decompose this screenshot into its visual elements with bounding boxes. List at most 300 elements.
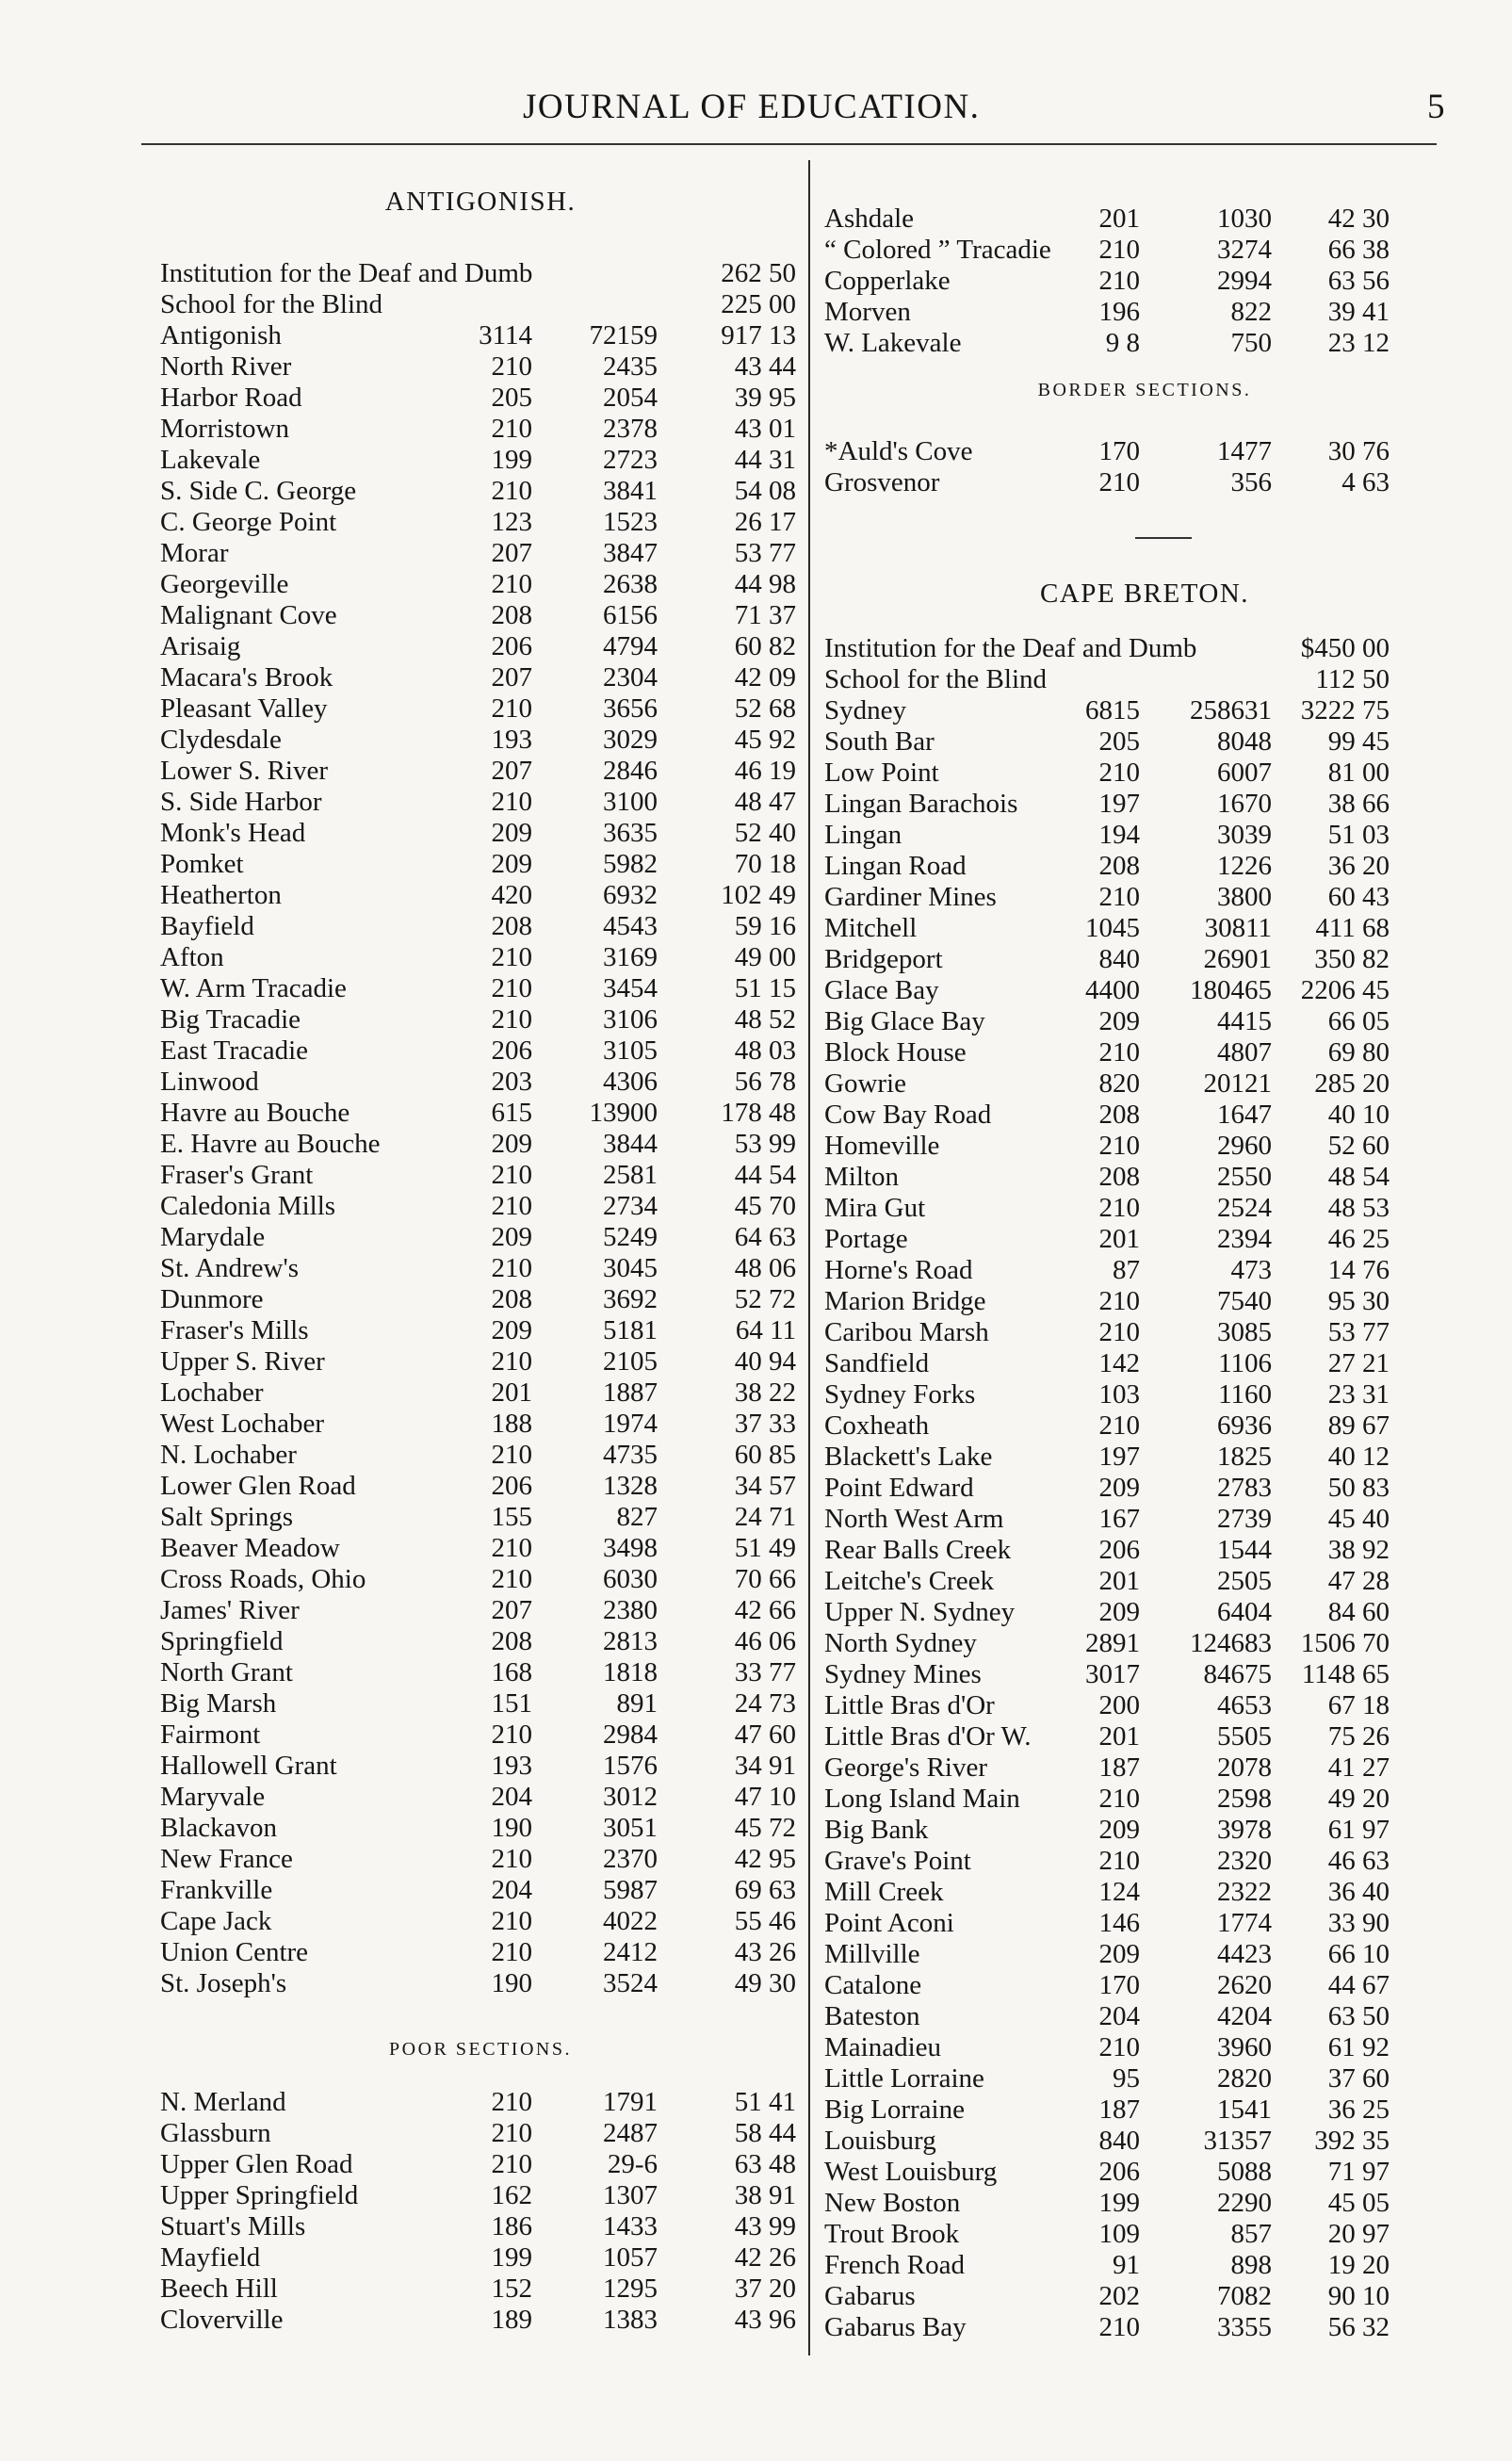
pupil-count: 210 <box>1098 1846 1140 1876</box>
pupil-count: 197 <box>1098 1442 1140 1472</box>
table-row <box>824 1877 1465 1908</box>
table-row <box>824 1442 1465 1473</box>
table-row <box>160 662 801 693</box>
pupil-count: 151 <box>491 1688 532 1719</box>
table-row <box>160 1035 801 1067</box>
section-name: Big Marsh <box>160 1688 277 1719</box>
table-row <box>824 789 1465 820</box>
section-name: Lingan Barachois <box>824 789 1018 819</box>
table-row <box>824 1628 1465 1659</box>
table-row <box>160 320 801 351</box>
grant-amount: 49 00 <box>734 942 796 972</box>
grant-amount: 24 71 <box>734 1502 796 1532</box>
attendance-days: 3960 <box>1217 2032 1272 2062</box>
pupil-count: 199 <box>1098 2188 1140 2218</box>
pupil-count: 142 <box>1098 1348 1140 1378</box>
pupil-count: 210 <box>491 2118 532 2148</box>
grant-amount: 411 68 <box>1315 913 1390 943</box>
section-name: Bateston <box>824 2001 920 2031</box>
table-row <box>824 235 1465 266</box>
attendance-days: 1576 <box>603 1751 658 1781</box>
column-divider <box>808 160 810 2355</box>
section-name: Mill Creek <box>824 1877 944 1907</box>
grant-amount: 52 40 <box>734 818 796 848</box>
section-name: Little Bras d'Or W. <box>824 1721 1032 1752</box>
section-name: West Louisburg <box>824 2157 998 2187</box>
pupil-count: 6815 <box>1085 695 1140 725</box>
grant-amount: 43 99 <box>734 2211 796 2241</box>
attendance-days: 2487 <box>603 2118 658 2148</box>
pupil-count: 199 <box>491 2242 532 2273</box>
grant-amount: 49 20 <box>1327 1784 1390 1814</box>
pupil-count: 123 <box>491 507 532 537</box>
table-row <box>160 2211 801 2242</box>
grant-amount: 55 46 <box>734 1906 796 1936</box>
attendance-days: 5982 <box>603 849 658 879</box>
grant-amount: 58 44 <box>734 2118 796 2148</box>
table-row <box>160 2242 801 2274</box>
grant-amount: 47 28 <box>1327 1566 1390 1596</box>
grant-amount: 45 70 <box>734 1191 796 1221</box>
pupil-count: 201 <box>1098 1224 1140 1254</box>
table-row <box>824 975 1465 1006</box>
section-name: Marydale <box>160 1222 266 1252</box>
section-name: Upper N. Sydney <box>824 1597 1016 1627</box>
section-heading-cape-breton: CAPE BRETON. <box>1039 579 1250 609</box>
table-row <box>824 1410 1465 1442</box>
section-name: Monk's Head <box>160 818 306 848</box>
grant-amount: 66 10 <box>1327 1939 1390 1969</box>
antigonish-continued-table <box>824 204 1465 359</box>
section-name: Louisburg <box>824 2126 936 2156</box>
section-name: Big Lorraine <box>824 2094 965 2125</box>
grant-amount: 112 50 <box>1315 664 1390 694</box>
attendance-days: 898 <box>1230 2250 1272 2280</box>
attendance-days: 1106 <box>1218 1348 1272 1378</box>
section-name: East Tracadie <box>160 1035 309 1066</box>
attendance-days: 3524 <box>603 1968 658 1998</box>
section-name: Beech Hill <box>160 2274 278 2304</box>
table-row <box>160 569 801 600</box>
attendance-days: 4306 <box>603 1067 658 1097</box>
section-name: W. Lakevale <box>824 328 962 358</box>
grant-amount: 40 10 <box>1327 1100 1390 1130</box>
pupil-count: 207 <box>491 538 532 568</box>
grant-amount: 48 52 <box>734 1004 796 1035</box>
table-row <box>160 1564 801 1595</box>
pupil-count: 209 <box>491 849 532 879</box>
attendance-days: 1791 <box>603 2087 658 2117</box>
attendance-days: 3498 <box>603 1533 658 1563</box>
attendance-days: 1383 <box>603 2305 658 2335</box>
section-name: Glassburn <box>160 2118 271 2148</box>
attendance-days: 5249 <box>603 1222 658 1252</box>
table-row <box>160 1377 801 1409</box>
grant-amount: 46 19 <box>734 756 796 786</box>
grant-amount: 56 32 <box>1327 2312 1390 2342</box>
table-row <box>160 538 801 569</box>
pupil-count: 3114 <box>479 320 532 350</box>
grant-amount: 45 72 <box>734 1813 796 1843</box>
grant-amount: 46 63 <box>1327 1846 1390 1876</box>
table-row <box>824 944 1465 975</box>
table-row <box>160 1222 801 1253</box>
attendance-days: 1030 <box>1217 204 1272 234</box>
pupil-count: 820 <box>1098 1068 1140 1099</box>
subheading-poor-sections: POOR SECTIONS. <box>389 2039 572 2060</box>
pupil-count: 202 <box>1098 2281 1140 2311</box>
attendance-days: 7540 <box>1217 1286 1272 1316</box>
pupil-count: 210 <box>1098 758 1140 788</box>
attendance-days: 1818 <box>603 1657 658 1687</box>
grant-amount: 38 22 <box>734 1377 796 1408</box>
grant-amount: 19 20 <box>1327 2250 1390 2280</box>
pupil-count: 193 <box>491 725 532 755</box>
grant-amount: 48 03 <box>734 1035 796 1066</box>
attendance-days: 1328 <box>603 1471 658 1501</box>
pupil-count: 208 <box>491 1626 532 1656</box>
table-row <box>160 1906 801 1937</box>
section-name: South Bar <box>824 726 935 757</box>
section-name: St. Andrew's <box>160 1253 300 1283</box>
poor-sections-table <box>160 2087 801 2336</box>
grant-amount: 56 78 <box>734 1067 796 1097</box>
section-name: Low Point <box>824 758 939 788</box>
section-name: Harbor Road <box>160 383 302 413</box>
grant-amount: $450 00 <box>1300 633 1390 663</box>
pupil-count: 170 <box>1098 1970 1140 2000</box>
section-name: Cloverville <box>160 2305 284 2335</box>
table-row <box>824 436 1465 467</box>
attendance-days: 2435 <box>603 351 658 382</box>
table-row <box>160 1191 801 1222</box>
table-row <box>824 1100 1465 1131</box>
pupil-count: 210 <box>1098 882 1140 912</box>
grant-amount: 90 10 <box>1327 2281 1390 2311</box>
table-row <box>824 2188 1465 2219</box>
grant-amount: 53 77 <box>1327 1317 1390 1347</box>
section-name: Bridgeport <box>824 944 943 974</box>
attendance-days: 4423 <box>1217 1939 1272 1969</box>
attendance-days: 6007 <box>1217 758 1272 788</box>
pupil-count: 203 <box>491 1067 532 1097</box>
attendance-days: 6936 <box>1217 1410 1272 1441</box>
table-row <box>160 756 801 787</box>
pupil-count: 209 <box>491 1315 532 1345</box>
attendance-days: 1295 <box>603 2274 658 2304</box>
table-row <box>824 726 1465 758</box>
section-name: Gowrie <box>824 1068 906 1099</box>
pupil-count: 210 <box>1098 467 1140 497</box>
section-name: Cross Roads, Ohio <box>160 1564 366 1594</box>
pupil-count: 210 <box>491 476 532 506</box>
attendance-days: 4022 <box>603 1906 658 1936</box>
grant-amount: 44 31 <box>734 445 796 475</box>
attendance-days: 5505 <box>1217 1721 1272 1752</box>
pupil-count: 207 <box>491 1595 532 1625</box>
attendance-days: 2378 <box>603 414 658 444</box>
pupil-count: 109 <box>1098 2219 1140 2249</box>
section-name: North River <box>160 351 292 382</box>
grant-amount: 30 76 <box>1327 436 1390 466</box>
grant-amount: 1506 70 <box>1300 1628 1390 1658</box>
attendance-days: 4807 <box>1217 1037 1272 1068</box>
attendance-days: 750 <box>1230 328 1272 358</box>
grant-amount: 36 20 <box>1327 851 1390 881</box>
section-name: Malignant Cove <box>160 600 337 630</box>
table-row <box>824 2032 1465 2063</box>
section-name: Lingan Road <box>824 851 967 881</box>
attendance-days: 72159 <box>589 320 658 350</box>
grant-amount: 50 83 <box>1327 1473 1390 1503</box>
section-name: Leitche's Creek <box>824 1566 994 1596</box>
table-row <box>160 258 801 289</box>
grant-amount: 75 26 <box>1327 1721 1390 1752</box>
pupil-count: 210 <box>491 693 532 724</box>
attendance-days: 822 <box>1230 297 1272 327</box>
section-name: West Lochaber <box>160 1409 324 1439</box>
pupil-count: 201 <box>1098 1566 1140 1596</box>
section-name: Springfield <box>160 1626 284 1656</box>
pupil-count: 206 <box>1098 2157 1140 2187</box>
pupil-count: 189 <box>491 2305 532 2335</box>
pupil-count: 210 <box>1098 1131 1140 1161</box>
pupil-count: 209 <box>1098 1473 1140 1503</box>
grant-amount: 52 68 <box>734 693 796 724</box>
grant-amount: 52 60 <box>1327 1131 1390 1161</box>
grant-amount: 33 90 <box>1327 1908 1390 1938</box>
pupil-count: 210 <box>491 2149 532 2179</box>
attendance-days: 827 <box>616 1502 658 1532</box>
pupil-count: 186 <box>491 2211 532 2241</box>
section-name: School for the Blind <box>160 289 383 319</box>
grant-amount: 48 47 <box>734 787 796 817</box>
section-name: Grave's Point <box>824 1846 971 1876</box>
section-name: Mitchell <box>824 913 918 943</box>
pupil-count: 840 <box>1098 2126 1140 2156</box>
table-row <box>160 1160 801 1191</box>
border-sections-table <box>824 436 1465 498</box>
grant-amount: 225 00 <box>721 289 796 319</box>
attendance-days: 857 <box>1230 2219 1272 2249</box>
attendance-days: 3169 <box>603 942 658 972</box>
table-row <box>160 2180 801 2211</box>
grant-amount: 60 82 <box>734 631 796 661</box>
grant-amount: 36 40 <box>1327 1877 1390 1907</box>
grant-amount: 37 60 <box>1327 2063 1390 2094</box>
section-name: George's River <box>824 1752 988 1783</box>
pupil-count: 206 <box>491 1471 532 1501</box>
pupil-count: 210 <box>491 569 532 599</box>
pupil-count: 207 <box>491 662 532 693</box>
grant-amount: 262 50 <box>721 258 796 288</box>
pupil-count: 190 <box>491 1968 532 1998</box>
section-name: Bayfield <box>160 911 254 941</box>
table-row <box>160 445 801 476</box>
table-row <box>824 1504 1465 1535</box>
table-row <box>824 1939 1465 1970</box>
attendance-days: 1825 <box>1217 1442 1272 1472</box>
grant-amount: 66 38 <box>1327 235 1390 265</box>
table-row <box>824 204 1465 235</box>
table-row <box>824 2219 1465 2250</box>
table-row <box>824 2157 1465 2188</box>
section-name: North Grant <box>160 1657 293 1687</box>
attendance-days: 3100 <box>603 787 658 817</box>
table-row <box>160 631 801 662</box>
table-row <box>160 911 801 942</box>
grant-amount: 52 72 <box>734 1284 796 1314</box>
attendance-days: 1647 <box>1217 1100 1272 1130</box>
table-row <box>160 1502 801 1533</box>
grant-amount: 43 44 <box>734 351 796 382</box>
table-row <box>160 2305 801 2336</box>
grant-amount: 45 92 <box>734 725 796 755</box>
pupil-count: 162 <box>491 2180 532 2210</box>
section-name: Afton <box>160 942 224 972</box>
attendance-days: 1544 <box>1217 1535 1272 1565</box>
section-name: Lakevale <box>160 445 261 475</box>
table-row <box>160 1782 801 1813</box>
grant-amount: 66 05 <box>1327 1006 1390 1036</box>
grant-amount: 45 05 <box>1327 2188 1390 2218</box>
section-name: Pleasant Valley <box>160 693 328 724</box>
grant-amount: 43 26 <box>734 1937 796 1967</box>
section-name: “ Colored ” Tracadie <box>824 235 1051 265</box>
pupil-count: 124 <box>1098 1877 1140 1907</box>
attendance-days: 1774 <box>1217 1908 1272 1938</box>
section-heading-antigonish: ANTIGONISH. <box>384 187 577 217</box>
pupil-count: 210 <box>491 973 532 1003</box>
grant-amount: 51 15 <box>734 973 796 1003</box>
grant-amount: 40 94 <box>734 1346 796 1377</box>
pupil-count: 209 <box>491 1222 532 1252</box>
table-row <box>160 1844 801 1875</box>
grant-amount: 44 54 <box>734 1160 796 1190</box>
grant-amount: 42 26 <box>734 2242 796 2273</box>
table-row <box>160 1719 801 1751</box>
table-row <box>824 2281 1465 2312</box>
attendance-days: 2370 <box>603 1844 658 1874</box>
pupil-count: 201 <box>491 1377 532 1408</box>
table-row <box>824 1566 1465 1597</box>
attendance-days: 2783 <box>1217 1473 1272 1503</box>
table-row <box>160 1067 801 1098</box>
pupil-count: 207 <box>491 756 532 786</box>
pupil-count: 91 <box>1113 2250 1140 2280</box>
attendance-days: 5181 <box>603 1315 658 1345</box>
attendance-days: 2984 <box>603 1719 658 1750</box>
grant-amount: 34 57 <box>734 1471 796 1501</box>
section-name: Mainadieu <box>824 2032 942 2062</box>
attendance-days: 3355 <box>1217 2312 1272 2342</box>
grant-amount: 37 20 <box>734 2274 796 2304</box>
pupil-count: 615 <box>491 1098 532 1128</box>
section-name: Horne's Road <box>824 1255 973 1285</box>
pupil-count: 168 <box>491 1657 532 1687</box>
pupil-count: 210 <box>491 1533 532 1563</box>
table-row <box>824 1193 1465 1224</box>
attendance-days: 2524 <box>1217 1193 1272 1223</box>
grant-amount: 42 09 <box>734 662 796 693</box>
table-row <box>160 818 801 849</box>
attendance-days: 5088 <box>1217 2157 1272 2187</box>
section-name: Salt Springs <box>160 1502 293 1532</box>
grant-amount: 43 96 <box>734 2305 796 2335</box>
pupil-count: 3017 <box>1085 1659 1140 1689</box>
table-row <box>160 942 801 973</box>
section-name: Lower S. River <box>160 756 328 786</box>
pupil-count: 87 <box>1113 1255 1140 1285</box>
grant-amount: 102 49 <box>721 880 796 910</box>
table-row <box>160 289 801 320</box>
section-name: Maryvale <box>160 1782 266 1812</box>
grant-amount: 38 66 <box>1327 789 1390 819</box>
pupil-count: 190 <box>491 1813 532 1843</box>
table-row <box>160 1751 801 1782</box>
section-name: Sydney Mines <box>824 1659 982 1689</box>
attendance-days: 3029 <box>603 725 658 755</box>
pupil-count: 167 <box>1098 1504 1140 1534</box>
header-rule <box>141 143 1437 145</box>
section-name: Long Island Main <box>824 1784 1020 1814</box>
table-row <box>160 1440 801 1471</box>
pupil-count: 210 <box>1098 1317 1140 1347</box>
section-name: Point Edward <box>824 1473 974 1503</box>
pupil-count: 210 <box>491 414 532 444</box>
section-name: Pomket <box>160 849 244 879</box>
grant-amount: 63 50 <box>1327 2001 1390 2031</box>
pupil-count: 201 <box>1098 1721 1140 1752</box>
section-name: Big Glace Bay <box>824 1006 985 1036</box>
attendance-days: 3085 <box>1217 1317 1272 1347</box>
attendance-days: 6030 <box>603 1564 658 1594</box>
pupil-count: 206 <box>1098 1535 1140 1565</box>
table-row <box>824 2126 1465 2157</box>
section-name: Millville <box>824 1939 920 1969</box>
table-row <box>824 882 1465 913</box>
pupil-count: 210 <box>491 1719 532 1750</box>
table-row <box>160 1284 801 1315</box>
attendance-days: 3800 <box>1217 882 1272 912</box>
attendance-days: 1477 <box>1217 436 1272 466</box>
attendance-days: 4653 <box>1217 1690 1272 1720</box>
pupil-count: 2891 <box>1085 1628 1140 1658</box>
table-row <box>160 600 801 631</box>
grant-amount: 39 95 <box>734 383 796 413</box>
attendance-days: 2320 <box>1217 1846 1272 1876</box>
section-name: Catalone <box>824 1970 922 2000</box>
attendance-days: 2394 <box>1217 1224 1272 1254</box>
section-name: Ashdale <box>824 204 915 234</box>
section-name: Portage <box>824 1224 908 1254</box>
attendance-days: 29-6 <box>607 2149 658 2179</box>
pupil-count: 210 <box>491 1906 532 1936</box>
section-name: S. Side Harbor <box>160 787 322 817</box>
table-row <box>824 1752 1465 1784</box>
grant-amount: 42 66 <box>734 1595 796 1625</box>
grant-amount: 38 91 <box>734 2180 796 2210</box>
grant-amount: 39 41 <box>1327 297 1390 327</box>
grant-amount: 54 08 <box>734 476 796 506</box>
table-row <box>160 1409 801 1440</box>
pupil-count: 210 <box>491 1346 532 1377</box>
table-row <box>160 414 801 445</box>
table-row <box>160 2087 801 2118</box>
table-row <box>160 1937 801 1968</box>
attendance-days: 20121 <box>1203 1068 1272 1099</box>
table-row <box>160 1968 801 1999</box>
